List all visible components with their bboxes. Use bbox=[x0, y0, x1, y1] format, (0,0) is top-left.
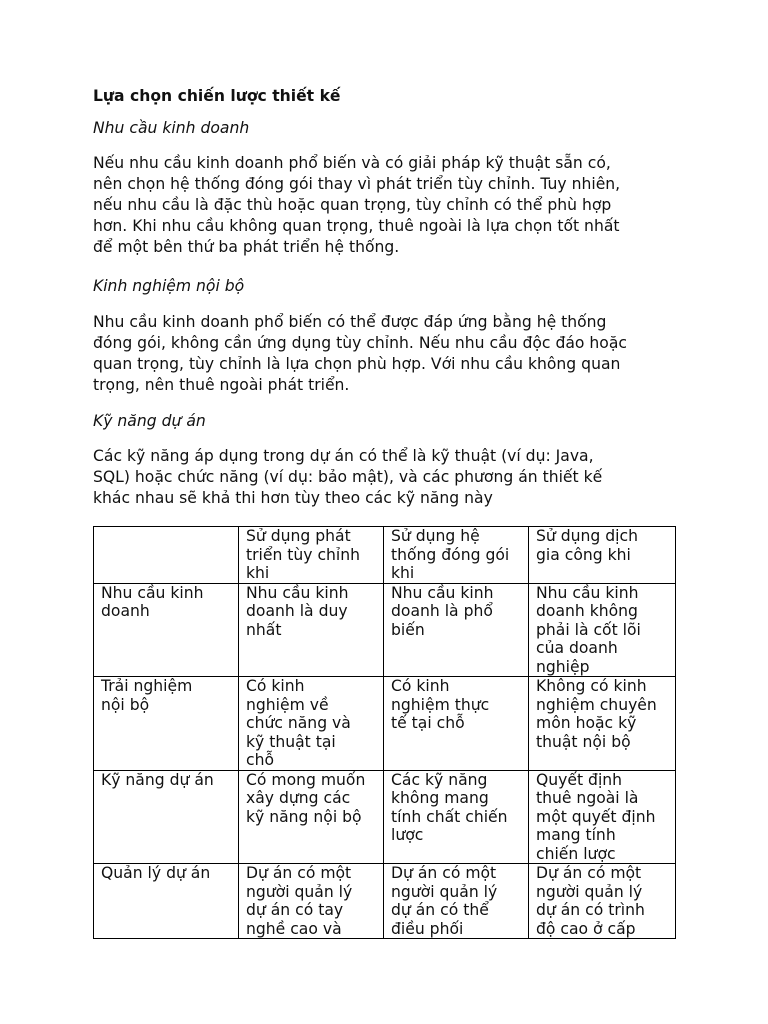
table-cell-line: người quản lý bbox=[246, 882, 353, 901]
table-cell-line: chức năng và bbox=[246, 714, 351, 732]
table-cell-line: thuê ngoài là bbox=[536, 789, 639, 807]
table-cell-line: nghiệm thực bbox=[391, 695, 490, 714]
table-cell bbox=[384, 770, 529, 864]
table-cell-line: chiến lược bbox=[536, 844, 616, 863]
table-cell-line: của doanh bbox=[536, 639, 618, 657]
table-cell bbox=[384, 583, 529, 677]
table-cell-line: mang tính bbox=[536, 826, 616, 844]
table-row bbox=[94, 583, 676, 677]
table-header-cell bbox=[529, 527, 676, 584]
table-cell-line: Quản lý dự án bbox=[101, 864, 211, 882]
table-cell-line: Có kinh bbox=[391, 677, 450, 695]
table-cell-line: Trải nghiệm bbox=[101, 677, 193, 695]
table-cell-line: nghiệp bbox=[536, 657, 590, 676]
table-cell-line: dự án có tay bbox=[246, 901, 344, 919]
paragraph-line: nếu nhu cầu là đặc thù hoặc quan trọng, tùy chỉnh có thể phù hợp bbox=[93, 196, 612, 214]
table-header-row bbox=[94, 527, 676, 584]
table-cell-line: xây dựng các bbox=[246, 789, 351, 807]
table-cell-line: nội bộ bbox=[101, 695, 150, 714]
table-cell-line: thuật nội bộ bbox=[536, 732, 631, 751]
table-cell-line: doanh không bbox=[536, 602, 638, 620]
table-cell bbox=[239, 770, 384, 864]
table-cell-line: Dự án có một bbox=[246, 864, 352, 882]
paragraph-in-house-experience bbox=[93, 312, 693, 396]
table-cell-line: Nhu cầu kinh bbox=[536, 583, 639, 602]
table-cell-line: Kỹ năng dự án bbox=[101, 770, 214, 789]
table-cell-line: khi bbox=[246, 564, 270, 582]
table-cell-line: khi bbox=[391, 564, 415, 582]
table-cell-line: thống đóng gói bbox=[391, 545, 510, 564]
table-cell-line: Dự án có một bbox=[391, 864, 497, 882]
table-cell-line: Sử dụng dịch bbox=[536, 527, 638, 545]
table-cell-line: dự án có trình bbox=[536, 901, 645, 919]
document-title: Lựa chọn chiến lược thiết kế bbox=[93, 87, 341, 105]
table-cell-line: dự án có thể bbox=[391, 901, 489, 919]
table-cell-line: người quản lý bbox=[391, 882, 498, 901]
table-header-cell bbox=[94, 527, 239, 584]
table-cell-line: Có mong muốn bbox=[246, 770, 366, 789]
table-cell bbox=[529, 770, 676, 864]
paragraph-line: trọng, nên thuê ngoài phát triển. bbox=[93, 376, 350, 394]
section-heading-in-house-experience: Kinh nghiệm nội bộ bbox=[93, 277, 245, 295]
table-cell-line: kỹ thuật tại bbox=[246, 732, 336, 751]
table-cell-line: biến bbox=[391, 620, 425, 639]
paragraph-line: nên chọn hệ thống đóng gói thay vì phát triển tùy chỉnh. Tuy nhiên, bbox=[93, 175, 621, 193]
table-cell-line: Nhu cầu kinh bbox=[101, 583, 204, 602]
table-row-label-cell bbox=[94, 677, 239, 771]
table-cell-line: chỗ bbox=[246, 751, 274, 769]
table-cell-line: Không có kinh bbox=[536, 677, 647, 695]
table-cell-line: người quản lý bbox=[536, 882, 643, 901]
table-cell-line: môn hoặc kỹ bbox=[536, 714, 637, 732]
section-heading-business-needs: Nhu cầu kinh doanh bbox=[93, 119, 250, 137]
table-cell-line: độ cao ở cấp bbox=[536, 919, 636, 938]
paragraph-business-needs bbox=[93, 153, 693, 258]
table-cell-line: Sử dụng phát bbox=[246, 527, 351, 545]
table-cell-line: Có kinh bbox=[246, 677, 305, 695]
table-cell bbox=[239, 864, 384, 939]
table-cell-line: doanh bbox=[101, 602, 150, 620]
table-cell-line: tính chất chiến bbox=[391, 807, 508, 826]
table-cell-line: một quyết định bbox=[536, 807, 656, 826]
paragraph-line: khác nhau sẽ khả thi hơn tùy theo các kỹ năng này bbox=[93, 489, 493, 507]
table-cell-line: phải là cốt lõi bbox=[536, 620, 641, 639]
paragraph-line: SQL) hoặc chức năng (ví dụ: bảo mật), và các phương án thiết kế bbox=[93, 468, 603, 486]
paragraph-line: hơn. Khi nhu cầu không quan trọng, thuê ngoài là lựa chọn tốt nhất bbox=[93, 217, 620, 235]
paragraph-project-skills bbox=[93, 446, 693, 509]
table-cell-line: nhất bbox=[246, 620, 282, 639]
paragraph-line: đóng gói, không cần ứng dụng tùy chỉnh. Nếu nhu cầu độc đáo hoặc bbox=[93, 334, 627, 352]
section-heading-project-skills: Kỹ năng dự án bbox=[93, 412, 206, 430]
table-cell-line: doanh là duy bbox=[246, 602, 348, 620]
table-row-label-cell bbox=[94, 770, 239, 864]
table-cell bbox=[529, 864, 676, 939]
paragraph-line: Nhu cầu kinh doanh phổ biến có thể được đáp ứng bằng hệ thống bbox=[93, 313, 607, 331]
table-header-cell bbox=[239, 527, 384, 584]
table-cell-line: nghiệm chuyên bbox=[536, 695, 657, 714]
table-cell bbox=[239, 677, 384, 771]
table-cell-line: Nhu cầu kinh bbox=[391, 583, 494, 602]
table-cell-line: nghề cao và bbox=[246, 919, 342, 938]
table-row-label-cell bbox=[94, 864, 239, 939]
paragraph-line: để một bên thứ ba phát triển hệ thống. bbox=[93, 238, 400, 256]
table-header-cell bbox=[384, 527, 529, 584]
paragraph-line: Các kỹ năng áp dụng trong dự án có thể là kỹ thuật (ví dụ: Java, bbox=[93, 447, 594, 465]
table-row-label-cell bbox=[94, 583, 239, 677]
table-cell-line: Quyết định bbox=[536, 770, 623, 789]
table-cell-line: kỹ năng nội bộ bbox=[246, 807, 362, 826]
table-row bbox=[94, 770, 676, 864]
table-cell bbox=[239, 583, 384, 677]
table-cell-line: không mang bbox=[391, 789, 489, 807]
table-cell-line: lược bbox=[391, 826, 424, 844]
table-cell-line: Dự án có một bbox=[536, 864, 642, 882]
table-cell-line: điều phối bbox=[391, 919, 464, 938]
table-cell bbox=[529, 677, 676, 771]
table-cell-line: nghiệm về bbox=[246, 695, 329, 714]
table-cell-line: Các kỹ năng bbox=[391, 770, 488, 789]
table-cell-line: Nhu cầu kinh bbox=[246, 583, 349, 602]
comparison-table bbox=[93, 526, 676, 939]
table-cell bbox=[384, 677, 529, 771]
table-cell-line: doanh là phổ bbox=[391, 602, 493, 620]
paragraph-line: quan trọng, tùy chỉnh là lựa chọn phù hợp. Với nhu cầu không quan bbox=[93, 355, 621, 373]
table-cell-line: triển tùy chỉnh bbox=[246, 545, 361, 564]
table-cell-line: tế tại chỗ bbox=[391, 714, 465, 732]
table-cell bbox=[529, 583, 676, 677]
table-row bbox=[94, 677, 676, 771]
paragraph-line: Nếu nhu cầu kinh doanh phổ biến và có giải pháp kỹ thuật sẵn có, bbox=[93, 154, 611, 172]
table-row bbox=[94, 864, 676, 939]
table-cell-line: gia công khi bbox=[536, 545, 631, 564]
table-cell bbox=[384, 864, 529, 939]
table-cell-line: Sử dụng hệ bbox=[391, 527, 480, 545]
